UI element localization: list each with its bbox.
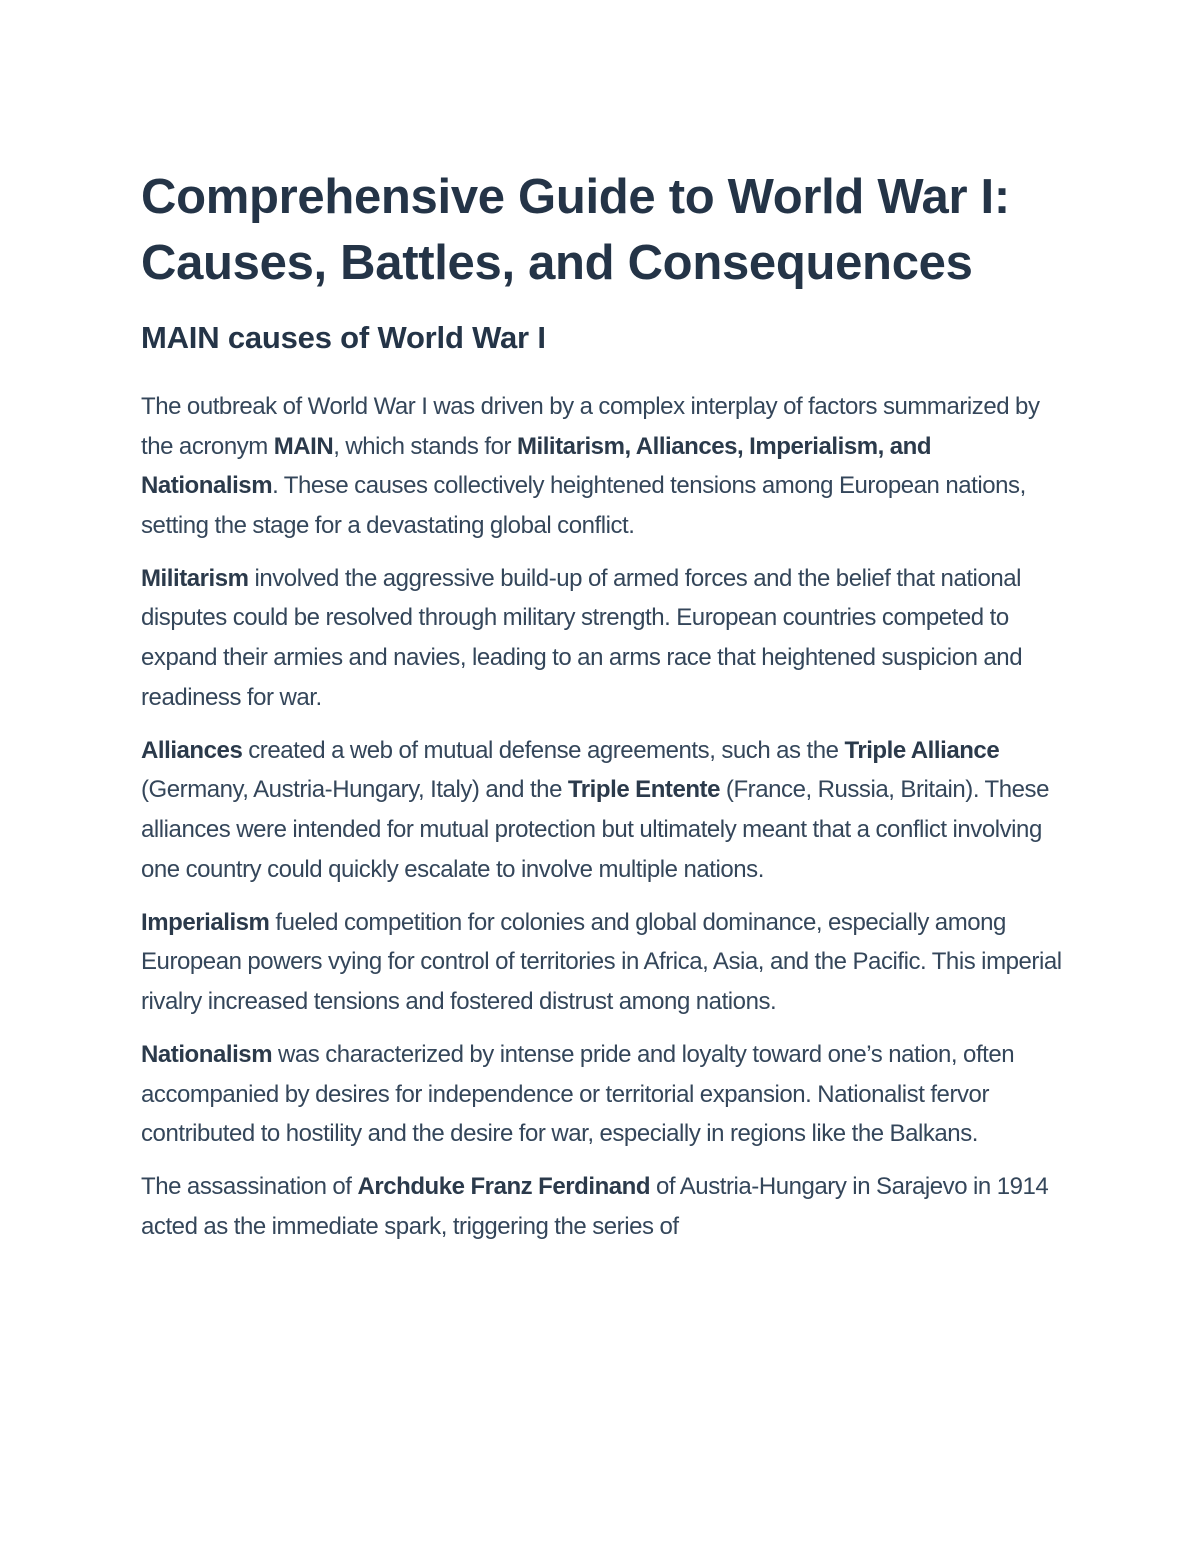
text-run: of Austria-Hungary in Sarajevo in 1914 acted as the immediate spark, triggering the series of	[141, 1173, 1049, 1240]
bold-term: Triple Alliance	[844, 736, 1000, 764]
paragraph-alliances	[141, 731, 1066, 889]
bold-term: Militarism, Alliances, Imperialism, and Nationalism	[141, 432, 932, 500]
text-run: created a web of mutual defense agreements, such as the	[242, 736, 845, 764]
text-run: The assassination of	[141, 1173, 358, 1201]
bold-term: Imperialism	[141, 908, 270, 936]
title-line-1: Comprehensive Guide to World War I:	[141, 170, 1010, 224]
title-line-2: Causes, Battles, and Consequences	[141, 236, 973, 290]
paragraph-nationalism	[141, 1035, 1066, 1154]
text-run: , which stands for	[333, 432, 517, 460]
bold-term: Nationalism	[141, 1040, 273, 1068]
bold-term: Archduke Franz Ferdinand	[357, 1173, 651, 1201]
section-heading: MAIN causes of World War I	[141, 320, 546, 355]
paragraph-militarism	[141, 559, 1066, 717]
bold-term: Militarism	[141, 564, 249, 592]
text-run: fueled competition for colonies and global dominance, especially among European powers vying for control of territories in Africa, Asia, and the Pacific. This imperial rivalry increased tensions and fostered distrust among nations.	[141, 908, 1062, 1015]
bold-term: MAIN	[273, 432, 334, 460]
document-title	[141, 164, 1066, 296]
bold-term: Alliances	[141, 736, 243, 764]
bold-term: Triple Entente	[567, 776, 721, 804]
text-run: (Germany, Austria-Hungary, Italy) and the	[141, 776, 568, 804]
paragraph-main-intro	[141, 387, 1066, 545]
paragraph-imperialism	[141, 903, 1066, 1022]
text-run: (France, Russia, Britain). These alliances were intended for mutual protection but ultimately meant that a conflict involving one country could quickly escalate to involve multiple nations.	[141, 776, 1049, 883]
document-page	[141, 164, 1066, 1246]
text-run: . These causes collectively heightened tensions among European nations, setting the stage for a devastating global conflict.	[141, 472, 1026, 539]
text-run: involved the aggressive build-up of armed forces and the belief that national disputes could be resolved through military strength. European countries competed to expand their armies and navies, leading to an arms race that heightened suspicion and readiness for war.	[141, 564, 1023, 711]
text-run: The outbreak of World War I was driven by a complex interplay of factors summarized by the acronym	[141, 393, 1040, 460]
text-run: was characterized by intense pride and loyalty toward one’s nation, often accompanied by desires for independence or territorial expansion. Nationalist fervor contributed to hostility and the desire for war, especially in regions like the Balkans.	[141, 1040, 1015, 1148]
paragraph-assassination	[141, 1167, 1066, 1246]
